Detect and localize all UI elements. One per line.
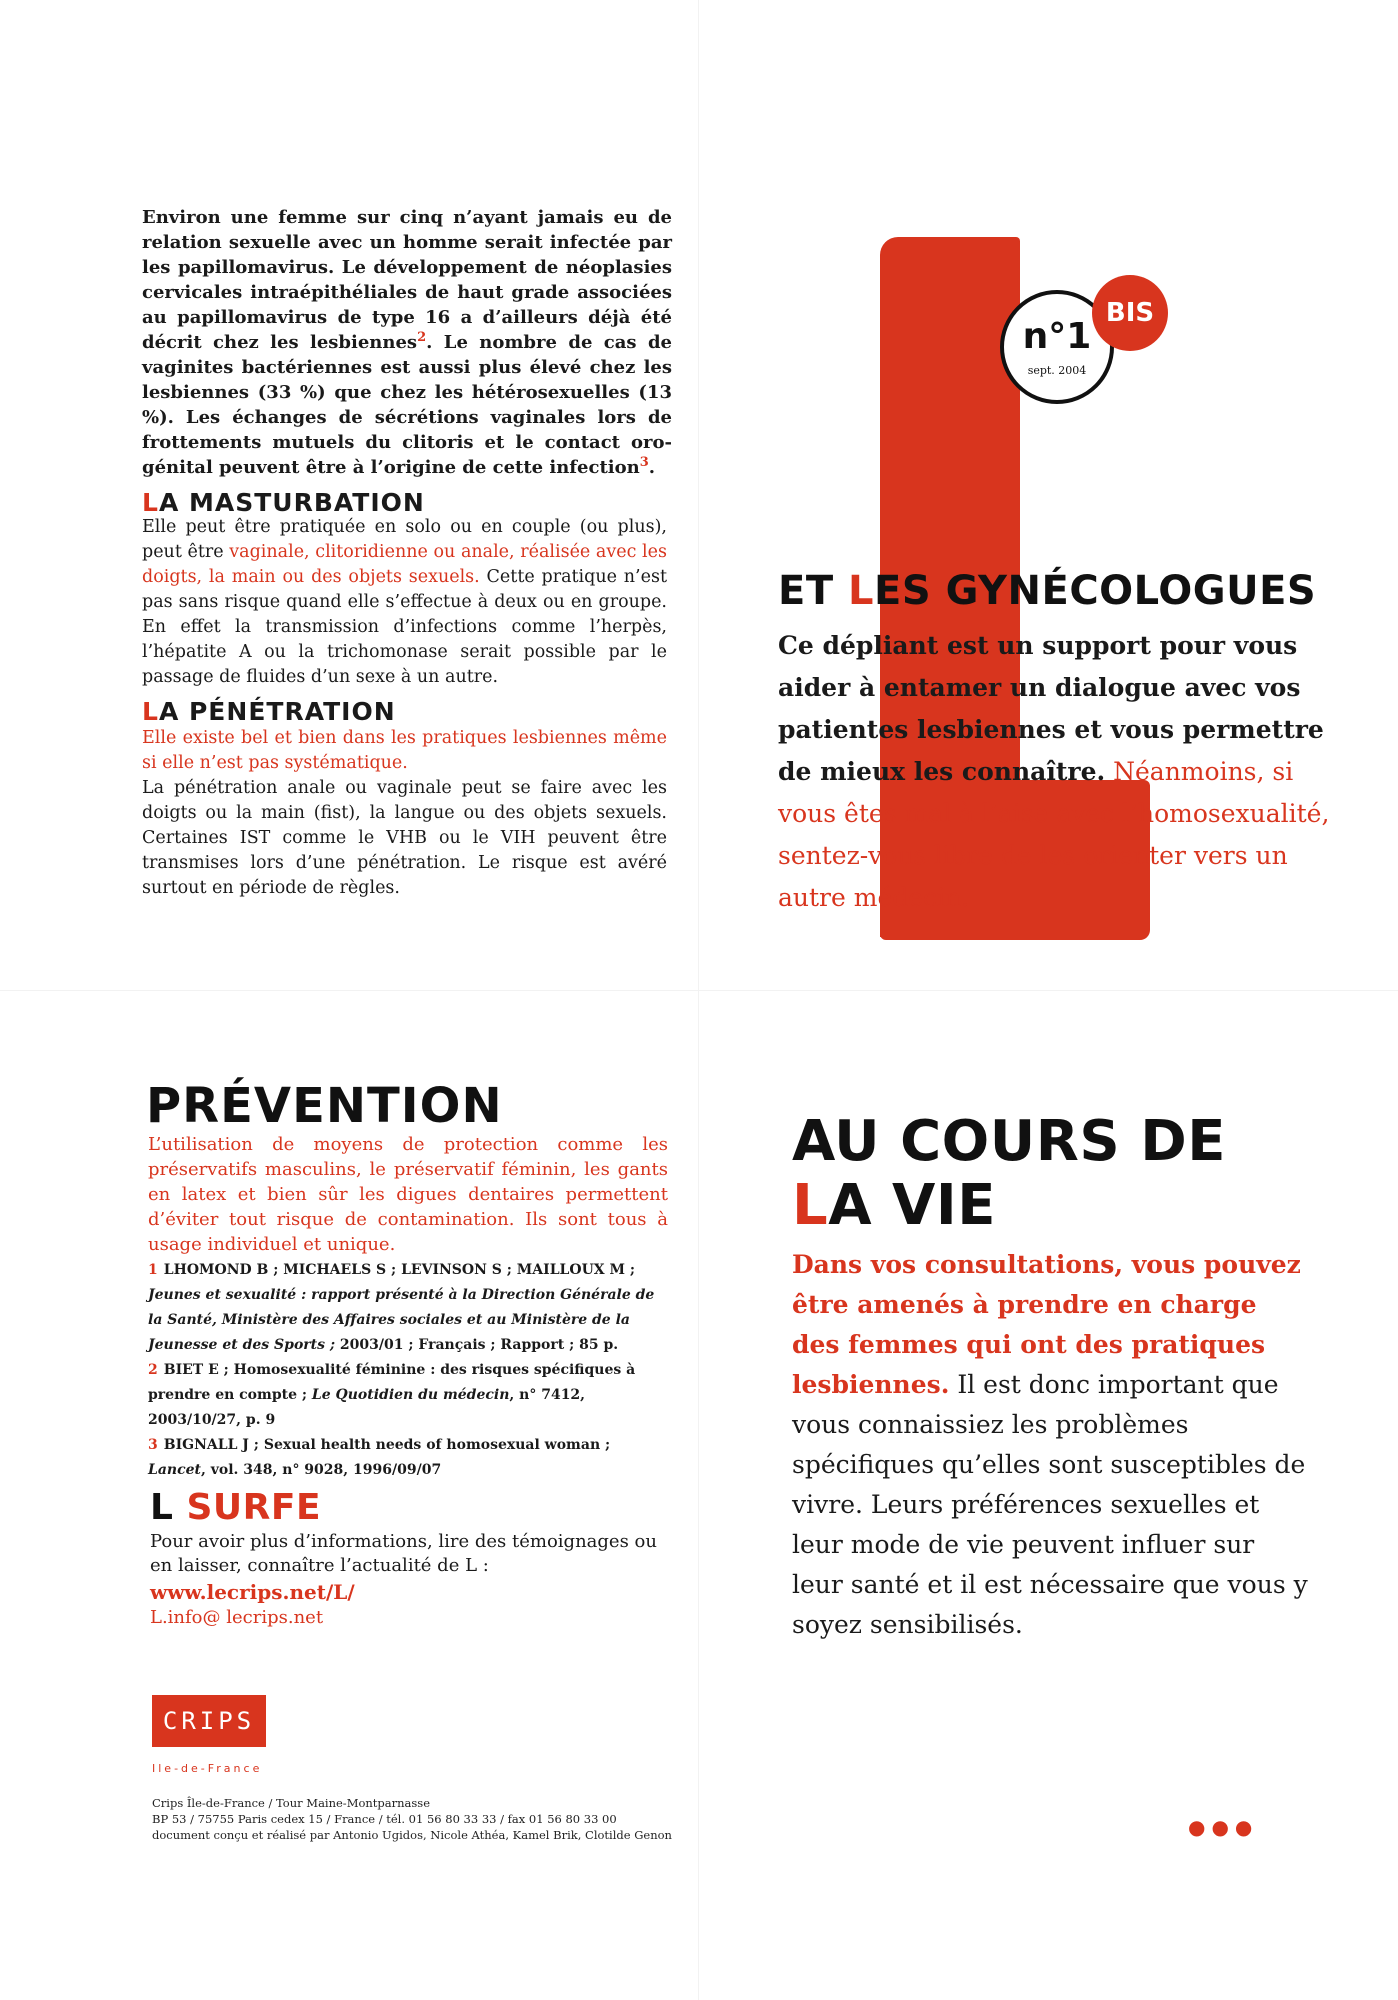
intro-paragraph — [142, 205, 672, 480]
credits-line: document conçu et réalisé par Antonio Ugidos, Nicole Athéa, Kamel Brik, Clotilde Genon — [152, 1828, 672, 1842]
bis-badge: BIS — [1092, 275, 1168, 351]
surfe-block — [150, 1530, 670, 1630]
reference-item: 2 BIET E ; Homosexualité féminine : des risques spécifiques à prendre en compte ; Le Quotidien du médecin, n° 7412, 2003/10/27, p. 9 — [148, 1362, 636, 1428]
issue-number: n°1 — [1022, 316, 1092, 357]
surfe-heading: L SURFE — [150, 1487, 322, 1528]
fold-line-vertical — [698, 0, 699, 2000]
penetration-text-body: La pénétration anale ou vaginale peut se faire avec les doigts ou la main (fist), la langue ou des objets sexuels. Certaines IST comme le VHB ou le VIH peuvent être transmises lors d’une pénétration. Le risque est avéré surtout en période de règles. — [142, 778, 667, 898]
crips-region: Ile-de-France — [152, 1762, 263, 1775]
website-link[interactable]: www.lecrips.net/L/ — [150, 1580, 355, 1604]
penetration-text-red: Elle existe bel et bien dans les pratiques lesbiennes même si elle n’est pas systématique. — [142, 728, 667, 773]
references-list — [148, 1258, 668, 1483]
vie-heading: AU COURS DE LA VIE — [792, 1109, 1226, 1238]
gynecologues-text: Ce dépliant est un support pour vous aider à entamer un dialogue avec vos patientes lesbiennes et vous permettre de mieux les connaître. Néanmoins, si vous êtes mal à l’aise avec l’homosexualité, sentez-vous libre de les orienter vers un autre médecin. — [778, 631, 1330, 912]
intro-text-1: Environ une femme sur cinq n’ayant jamais eu de relation sexuelle avec un homme serait infectée par les papillomavirus. Le développement de néoplasies cervicales intraépithéliales de haut grade associées au papillomavirus de type 16 a d’ailleurs déjà été décrit chez les lesbiennes — [142, 207, 672, 353]
fold-line-horizontal — [0, 990, 1398, 991]
address-line-1: Crips Île-de-France / Tour Maine-Montparnasse — [152, 1796, 431, 1810]
masturbation-text: Elle peut être pratiquée en solo ou en couple (ou plus), peut être vaginale, clitoridienne ou anale, réalisée avec les doigts, la main ou des objets sexuels. Cette pratique n’est pas sans risque quand elle s’effectue à deux ou en groupe. En effet la transmission d’infections comme l’herpès, l’hépatite A ou la trichomonase serait possible par le passage de fluides d’un sexe à un autre. — [142, 517, 667, 687]
prevention-text: L’utilisation de moyens de protection comme les préservatifs masculins, le préservatif féminin, les gants en latex et bien sûr les digues dentaires permettent d’éviter tout risque de contamination. Ils sont tous à usage individuel et unique. — [148, 1134, 668, 1255]
continue-dots: ●●● — [1188, 1815, 1259, 1839]
surfe-text: Pour avoir plus d’informations, lire des témoignages ou en laisser, connaître l’actualité de L : — [150, 1531, 657, 1576]
footnote-ref-2: 2 — [417, 330, 427, 345]
issue-date: sept. 2004 — [1027, 364, 1087, 377]
prevention-heading: PRÉVENTION — [146, 1078, 503, 1134]
address-line-2: BP 53 / 75755 Paris cedex 15 / France / tél. 01 56 80 33 33 / fax 01 56 80 33 00 — [152, 1812, 617, 1826]
reference-item: 3 BIGNALL J ; Sexual health needs of homosexual woman ; Lancet, vol. 348, n° 9028, 1996/09/07 — [148, 1437, 611, 1478]
reference-item: 1 LHOMOND B ; MICHAELS S ; LEVINSON S ; MAILLOUX M ; Jeunes et sexualité : rapport présenté à la Direction Générale de la Santé, Ministère des Affaires sociales et au Ministère de la Jeunesse et des Sports ; 2003/01 ; Français ; Rapport ; 85 p. — [148, 1262, 655, 1353]
email-link[interactable]: L.info@ lecrips.net — [150, 1607, 324, 1628]
footnote-ref-3: 3 — [639, 455, 649, 470]
penetration-heading: LA PÉNÉTRATION — [142, 697, 396, 726]
address-block — [152, 1795, 672, 1843]
penetration-text — [142, 726, 667, 901]
vie-text: Dans vos consultations, vous pouvez être amenés à prendre en charge des femmes qui ont des pratiques lesbiennes. Il est donc important que vous connaissiez les problèmes spécifiques qu’elles sont susceptibles de vivre. Leurs préférences sexuelles et leur mode de vie peuvent influer sur leur santé et il est nécessaire que vous y soyez sensibilisés. — [792, 1250, 1308, 1639]
masturbation-heading: LA MASTURBATION — [142, 488, 425, 517]
gynecologues-heading: ET LES GYNÉCOLOGUES — [778, 568, 1317, 614]
crips-logo: CRIPS — [152, 1695, 266, 1747]
intro-text-2: . Le nombre de cas de vaginites bactériennes est aussi plus élevé chez les lesbiennes (33 %) que chez les hétérosexuelles (13 %). Les échanges de sécrétions vaginales lors de frottements mutuels du clitoris et le contact oro-génital peuvent être à l’origine de cette infection — [142, 332, 673, 478]
intro-text-3: . — [648, 457, 656, 478]
